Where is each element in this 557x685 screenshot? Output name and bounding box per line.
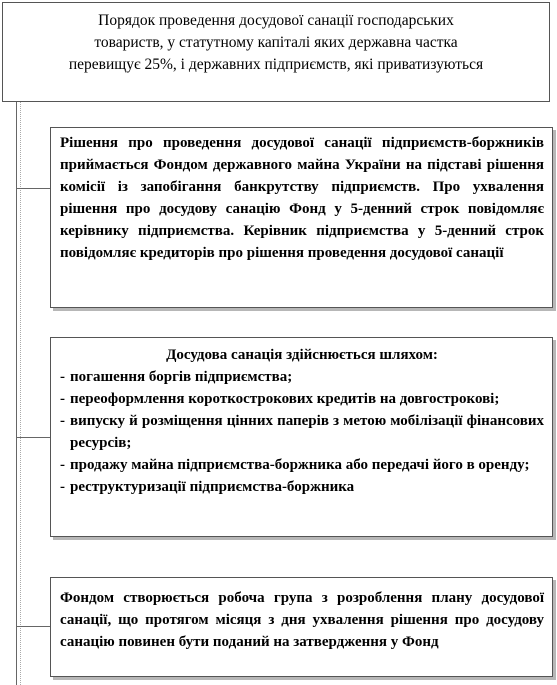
connector-vertical-line xyxy=(16,102,17,685)
decision-box xyxy=(50,127,553,308)
list-item: - продажу майна підприємства-боржника або передачі його в оренду; xyxy=(60,454,544,476)
sanation-methods-list xyxy=(60,366,544,498)
list-item: - переоформлення короткострокових кредитів на довгострокові; xyxy=(60,388,544,410)
working-group-box xyxy=(50,577,553,677)
list-item: - погашення боргів підприємства; xyxy=(60,366,544,388)
decision-text: Рішення про проведення досудової санації підприємств-боржників приймається Фондом державного майна України на підставі рішення комісії із запобігання банкрутству підприємств. Про ухвалення рішення про досудову санацію Фонд у 5-денний строк повідомляє керівнику підприємства. Керівник підприємства у 5-денний строк повідомляє кредиторів про рішення проведення досудової санації xyxy=(60,135,544,261)
connector-branch-2 xyxy=(16,437,50,438)
connector-branch-3 xyxy=(16,626,50,627)
title-box xyxy=(2,2,550,102)
title-line-1: Порядок проведення досудової санації господарських xyxy=(98,12,454,29)
connector-vertical-dotted-line xyxy=(20,102,21,685)
title-line-2: товариств, у статутному капіталі яких державна частка xyxy=(94,34,458,51)
list-item: - реструктуризації підприємства-боржника xyxy=(60,476,544,498)
sanation-methods-box xyxy=(50,337,553,537)
title-line-3: перевищує 25%, і державних підприємств, які приватизуються xyxy=(68,56,484,73)
working-group-text: Фондом створюється робоча група з розроблення плану досудової санації, що протягом місяця з дня ухвалення рішення про досудову санацію повинен бути поданий на затвердження у Фонд xyxy=(60,590,544,650)
list-item: - випуску й розміщення цінних паперів з метою мобілізації фінансових ресурсів; xyxy=(60,410,544,454)
sanation-methods-heading: Досудова санація здійснюється шляхом: xyxy=(166,347,438,363)
connector-branch-1 xyxy=(16,188,50,189)
